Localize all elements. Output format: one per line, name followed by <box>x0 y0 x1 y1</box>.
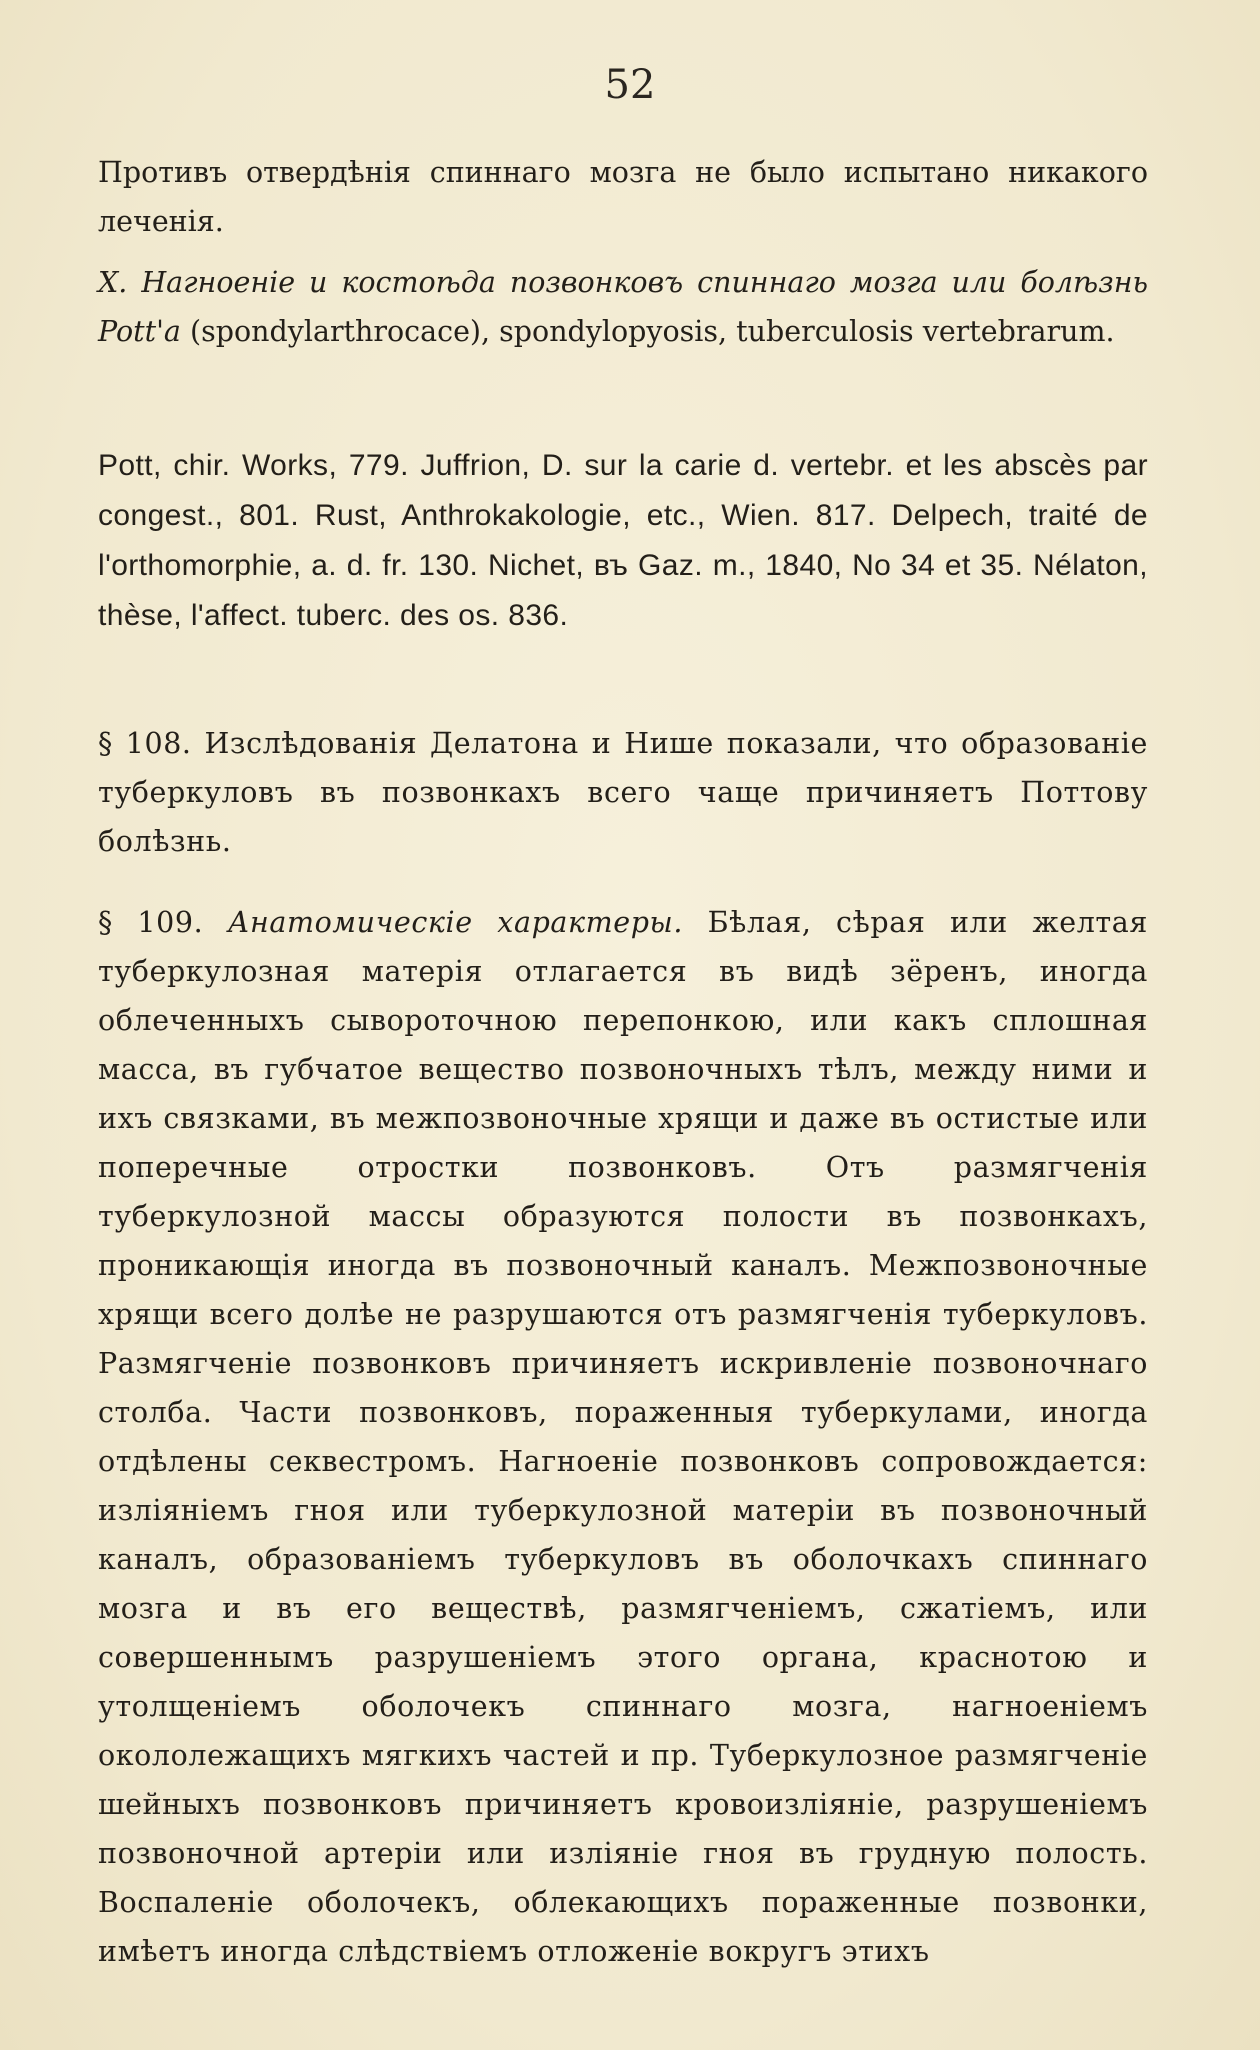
paragraph-108: § 108. Изслѣдованія Делатона и Нише показали, что образованіе туберкуловъ въ позвонкахъ всего чаще причиняетъ Поттову болѣзнь. <box>98 727 1148 858</box>
section-heading-x <box>98 258 1148 356</box>
section-title: Нагноеніе и костоѣда позвонковъ спиннаго мозга или болѣзнь Pott'a <box>98 266 1148 348</box>
page-number: 52 <box>604 62 656 108</box>
paragraph-109 <box>98 898 1148 1976</box>
paragraph-109-label: § 109. <box>98 906 204 939</box>
section-label: X. <box>98 266 128 299</box>
paragraph-treatment-note: Противъ отвердѣнія спиннаго мозга не было испытано никакого леченія. <box>98 156 1148 238</box>
paragraph-109-title: Анатомическіе характеры. <box>227 906 684 939</box>
bibliography-paragraph: Pott, chir. Works, 779. Juffrion, D. sur la carie d. vertebr. et les abscès par congest., 801. Rust, Anthrokakologie, etc., Wien. 817. Delpech, traité de l'orthomorphie, a. d. fr. 130. Nichet, въ Gaz. m., 1840, No 34 et 35. Nélaton, thèse, l'affect. tuberc. des os. 836. <box>98 449 1148 632</box>
section-latin-names: (spondylarthrocace), spondylopyosis, tuberculosis vertebrarum. <box>189 315 1115 348</box>
paragraph-109-body: Бѣлая, сѣрая или желтая туберкулозная матерія отлагается въ видѣ зёренъ, иногда облеченныхъ сывороточною перепонкою, или какъ сплошная масса, въ губчатое вещество позвоночныхъ тѣлъ, между ними и ихъ связками, въ межпозвоночные хрящи и даже въ остистые или поперечные отростки позвонковъ. Отъ размягченія туберкулозной массы образуются полости въ позвонкахъ, проникающія иногда въ позвоночный каналъ. Межпозвоночные хрящи всего долѣе не разрушаются отъ размягченія туберкуловъ. Размягченіе позвонковъ причиняетъ искривленіе позвоночнаго столба. Части позвонковъ, пораженныя туберкулами, иногда отдѣлены секвестромъ. Нагноеніе позвонковъ сопровождается: изліяніемъ гноя или туберкулозной матеріи въ позвоночный каналъ, образованіемъ туберкуловъ въ оболочкахъ спиннаго мозга и въ его веществѣ, размягченіемъ, сжатіемъ, или совершеннымъ разрушеніемъ этого органа, краснотою и утолщеніемъ оболочекъ спиннаго мозга, нагноеніемъ окололежащихъ мягкихъ частей и пр. Туберкулозное размягченіе шейныхъ позвонковъ причиняетъ кровоизліяніе, разрушеніемъ позвоночной артеріи или изліяніе гноя въ грудную полость. Воспаленіе оболочекъ, облекающихъ пораженные позвонки, имѣетъ иногда слѣдствіемъ отложеніе вокругъ этихъ <box>98 906 1148 1968</box>
